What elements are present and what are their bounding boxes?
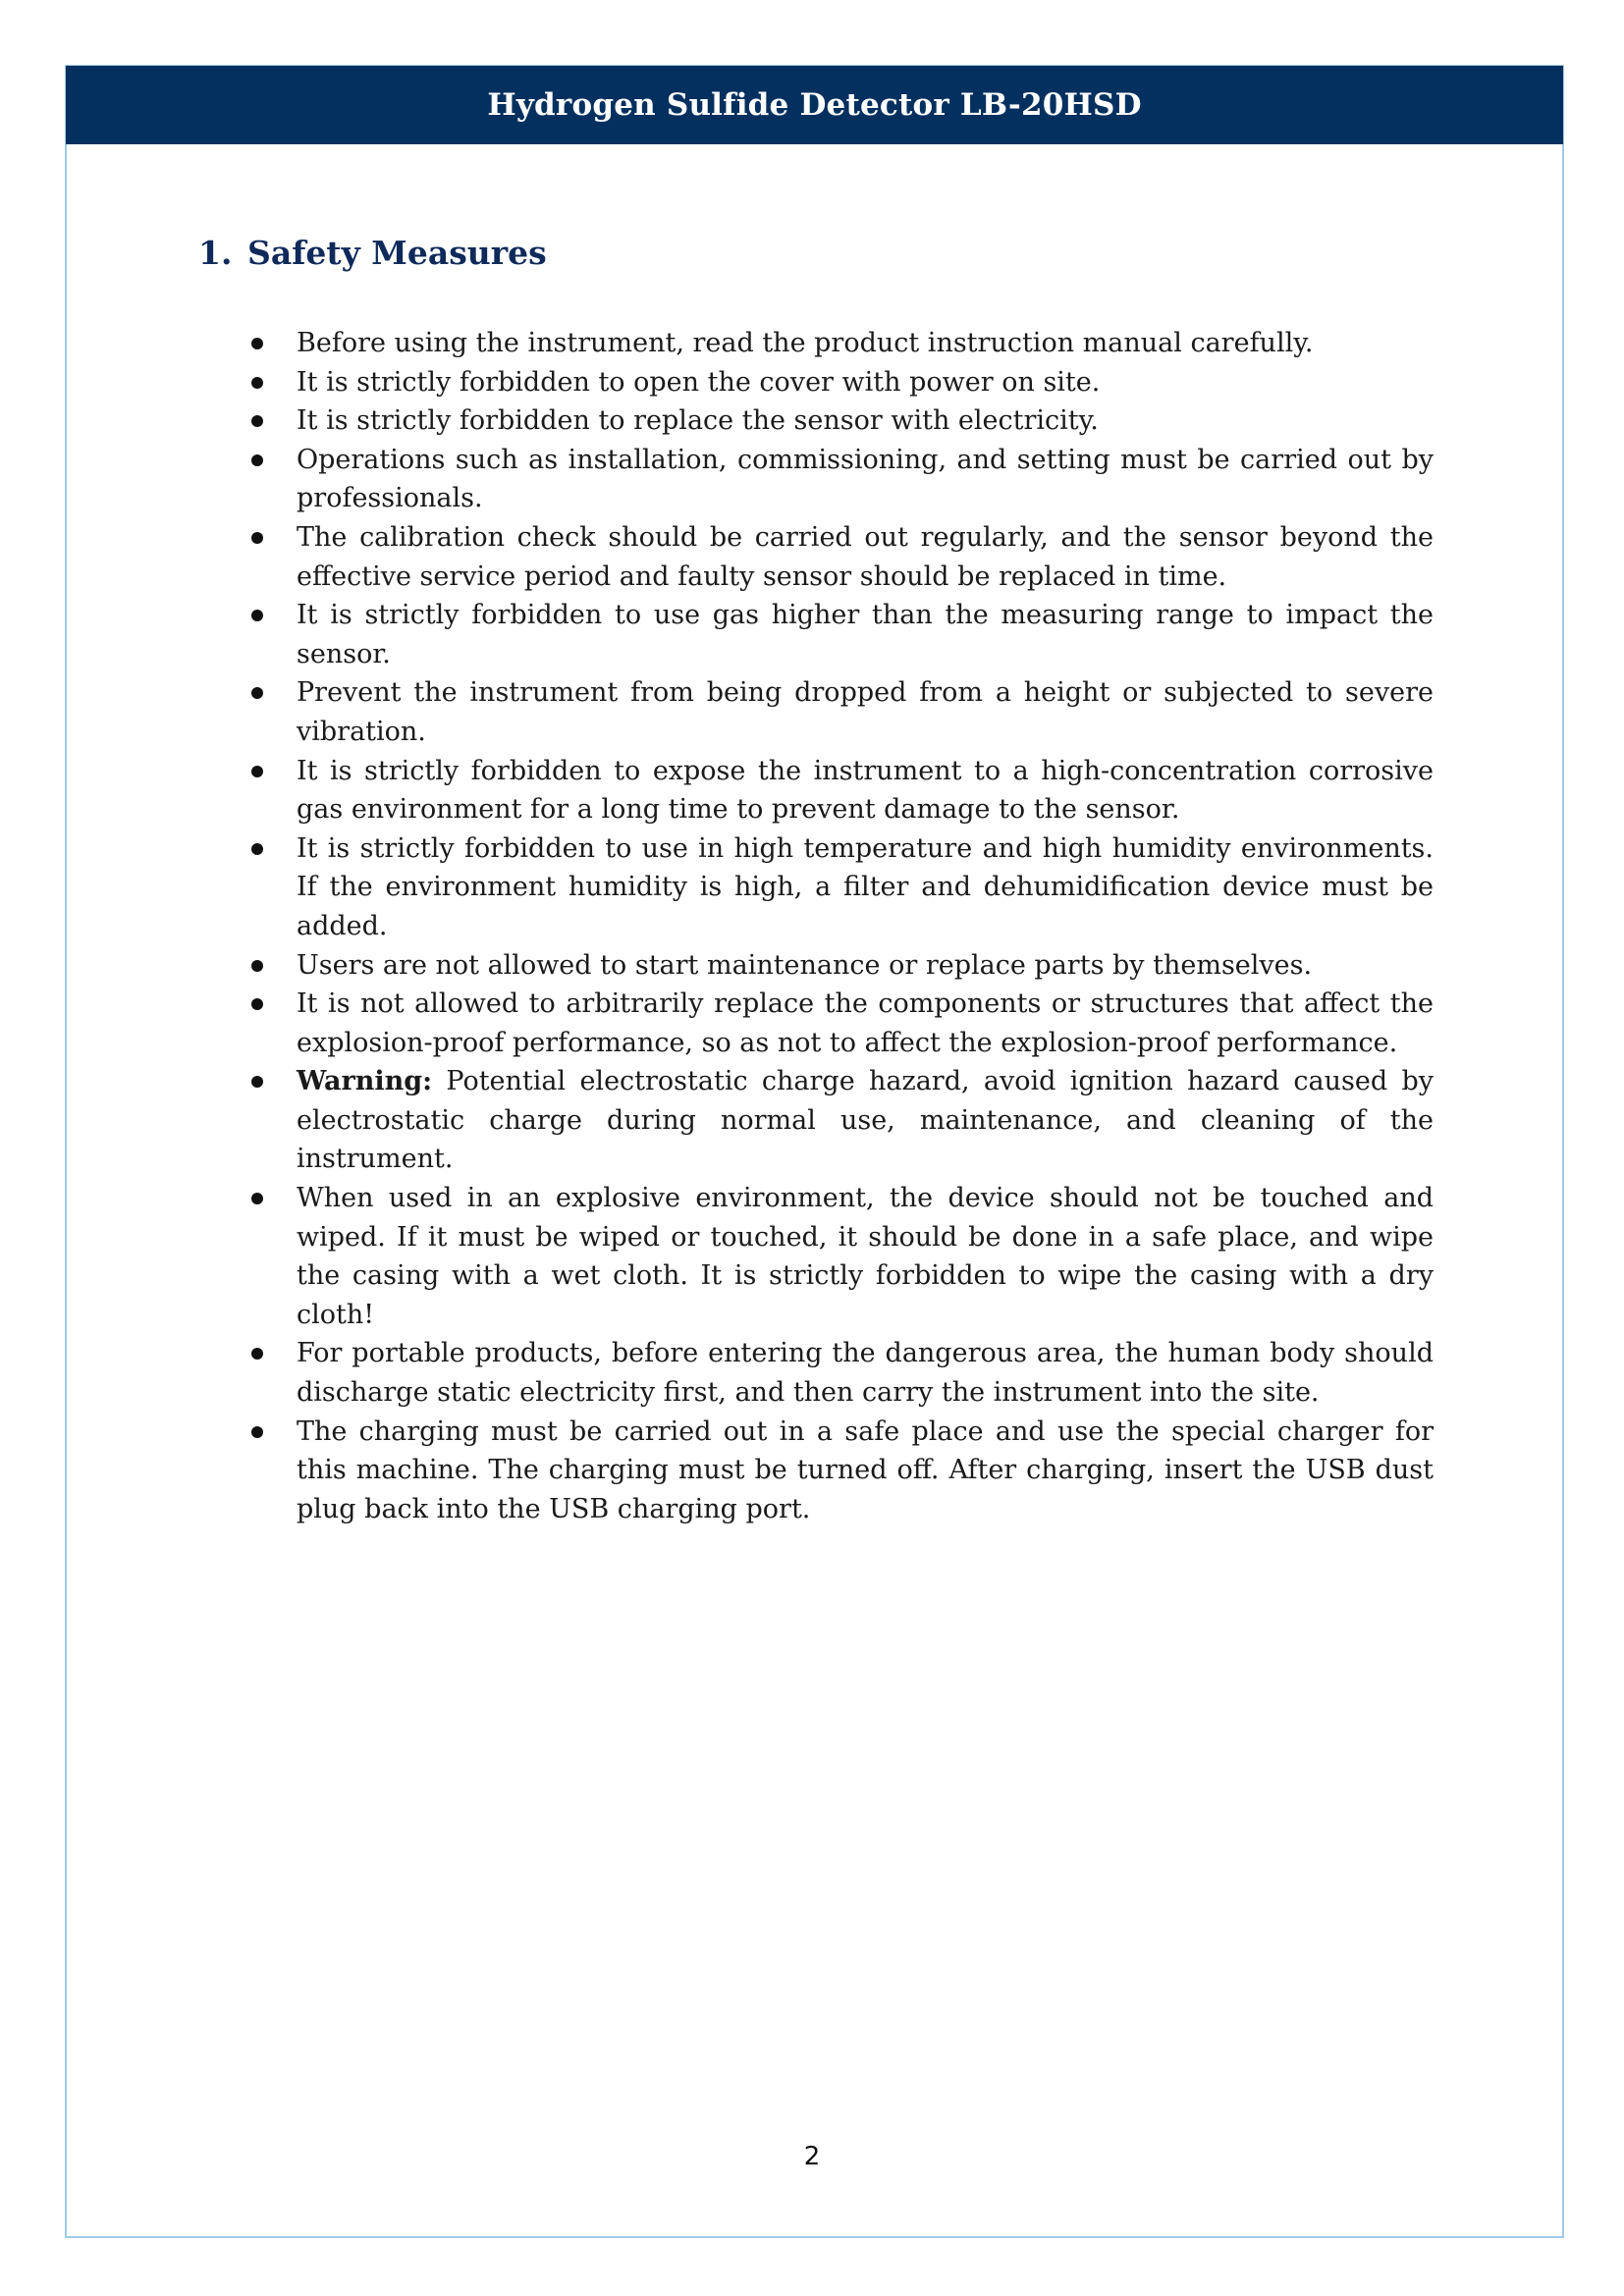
list-item — [245, 1413, 1434, 1529]
item-text: It is strictly forbidden to open the cover with power on site. — [297, 366, 1101, 398]
list-item — [245, 946, 1434, 986]
item-text: Operations such as installation, commissioning, and setting must be carried out by professionals. — [297, 444, 1434, 514]
list-item — [245, 324, 1434, 363]
page-number: 2 — [803, 2142, 821, 2171]
bullet-icon — [251, 1076, 263, 1088]
list-item — [245, 673, 1434, 751]
list-item — [245, 363, 1434, 402]
bullet-icon — [251, 377, 263, 389]
bullet-icon — [251, 998, 263, 1010]
document-header-bar — [66, 66, 1563, 144]
item-text: Prevent the instrument from being dropped from a height or subjected to severe vibration. — [297, 677, 1434, 747]
safety-measures-list — [245, 324, 1434, 1528]
item-text: The charging must be carried out in a safe place and use the special charger for this machine. The charging must be turned off. After charging, insert the USB dust plug back into the USB charging port. — [297, 1415, 1434, 1524]
bullet-icon — [251, 960, 263, 972]
item-text: For portable products, before entering the dangerous area, the human body should discharge static electricity first, and then carry the instrument into the site. — [297, 1338, 1434, 1409]
bullet-icon — [251, 1348, 263, 1360]
item-text: It is strictly forbidden to expose the instrument to a high-concentration corrosive gas environment for a long time to prevent damage to the sensor. — [297, 755, 1434, 826]
list-item — [245, 401, 1434, 441]
bullet-icon — [251, 1426, 263, 1438]
item-text: It is strictly forbidden to use gas higher than the measuring range to impact the sensor. — [297, 600, 1434, 669]
list-item — [245, 518, 1434, 596]
list-item — [245, 441, 1434, 518]
item-text: It is strictly forbidden to use in high temperature and high humidity environments. If the environment humidity is high, a filter and dehumidification device must be added. — [297, 832, 1434, 941]
bullet-icon — [251, 338, 263, 349]
list-item — [245, 829, 1434, 946]
list-item — [245, 596, 1434, 673]
bullet-icon — [251, 415, 263, 427]
warning-label: Warning: — [297, 1066, 433, 1097]
document-title: Hydrogen Sulfide Detector LB-20HSD — [487, 87, 1142, 123]
item-text: Potential electrostatic charge hazard, avoid ignition hazard caused by electrostatic charge during normal use, maintenance, and cleaning of the instrument. — [297, 1066, 1434, 1175]
bullet-icon — [251, 610, 263, 621]
bullet-icon — [251, 687, 263, 699]
bullet-icon — [251, 766, 263, 777]
item-text: When used in an explosive environment, the device should not be touched and wiped. If it must be wiped or touched, it should be done in a safe place, and wipe the casing with a wet cloth. It is strictly forbidden to wipe the casing with a dry cloth! — [297, 1183, 1434, 1330]
section-number: 1. — [198, 234, 233, 272]
bullet-icon — [251, 843, 263, 855]
list-item — [245, 1334, 1434, 1412]
bullet-icon — [251, 454, 263, 466]
list-item — [245, 752, 1434, 829]
item-text: The calibration check should be carried out regularly, and the sensor beyond the effective service period and faulty sensor should be replaced in time. — [297, 521, 1434, 592]
item-text: It is not allowed to arbitrarily replace the components or structures that affect the explosion-proof performance, so as not to affect the explosion-proof performance. — [297, 988, 1434, 1058]
bullet-icon — [251, 1193, 263, 1204]
list-item — [245, 1179, 1434, 1334]
list-item — [245, 985, 1434, 1062]
item-text: Users are not allowed to start maintenance or replace parts by themselves. — [297, 949, 1313, 981]
item-text: Before using the instrument, read the product instruction manual carefully. — [297, 328, 1314, 358]
list-item-warning — [245, 1062, 1434, 1179]
section-title: Safety Measures — [247, 234, 547, 272]
bullet-icon — [251, 532, 263, 544]
section-heading — [198, 234, 547, 272]
item-text: It is strictly forbidden to replace the sensor with electricity. — [297, 405, 1099, 437]
